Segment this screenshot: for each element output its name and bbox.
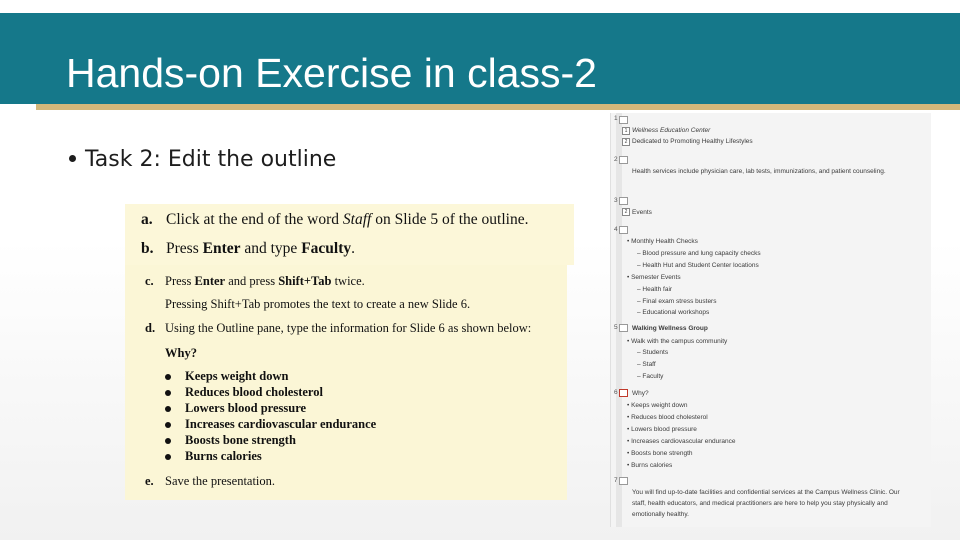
outline-subitem[interactable]: – Staff — [637, 361, 656, 368]
step-a-text-end: on Slide 5 of the outline. — [371, 211, 529, 228]
step-label: a. — [141, 211, 153, 228]
step-d-text: Using the Outline pane, type the information for Slide 6 as shown below: — [165, 321, 532, 335]
slide-title[interactable]: Walking Wellness Group — [632, 325, 708, 332]
outline-line[interactable]: Events — [632, 209, 652, 216]
list-item: Lowers blood pressure — [173, 401, 376, 417]
step-b-text-end: . — [351, 240, 356, 257]
step-c-text-end: twice. — [331, 274, 365, 288]
step-label: e. — [145, 474, 154, 488]
outline-bullet[interactable]: • Lowers blood pressure — [627, 426, 697, 433]
step-b-key: Enter — [202, 240, 241, 257]
slide-icon[interactable] — [619, 477, 628, 485]
step-a-em: Staff — [342, 211, 372, 228]
outline-line[interactable]: emotionally healthy. — [632, 511, 689, 518]
outline-gutter — [616, 113, 622, 527]
step-e-text: Save the presentation. — [165, 474, 276, 488]
level-marker: 2 — [622, 138, 630, 146]
step-b-text-mid: and type — [240, 240, 302, 257]
level-marker: 1 — [622, 127, 630, 135]
outline-line[interactable]: Health services include physician care, lab tests, immunizations, and patient counseling. — [632, 168, 886, 175]
outline-bullet[interactable]: • Increases cardiovascular endurance — [627, 438, 736, 445]
why-heading: Why? — [165, 346, 197, 360]
outline-bullet[interactable]: • Reduces blood cholesterol — [627, 414, 708, 421]
step-c-key2: Shift+Tab — [278, 274, 332, 288]
slide-title[interactable]: Why? — [632, 390, 649, 397]
outline-bullet[interactable]: • Boosts bone strength — [627, 450, 693, 457]
slide-number: 5 — [614, 324, 618, 331]
step-a-text: Click at the end of the word — [166, 211, 343, 228]
outline-pane[interactable] — [610, 113, 931, 527]
slide-number: 1 — [614, 115, 618, 122]
slide-icon[interactable] — [619, 226, 628, 234]
slide-number: 3 — [614, 197, 618, 204]
outline-line[interactable]: Wellness Education Center — [632, 127, 711, 134]
outline-bullet[interactable]: • Burns calories — [627, 462, 673, 469]
slide-icon[interactable] — [619, 197, 628, 205]
outline-subitem[interactable]: – Final exam stress busters — [637, 298, 717, 305]
slide-title: Hands-on Exercise in class-2 — [66, 50, 597, 96]
step-c-key1: Enter — [194, 274, 226, 288]
outline-line[interactable]: staff, health educators, and medical practitioners are here to help you stay physically and — [632, 500, 888, 507]
step-label: d. — [145, 321, 156, 335]
slide-icon[interactable] — [619, 389, 628, 397]
list-item: Keeps weight down — [173, 369, 376, 385]
bullet-dot-icon — [69, 155, 76, 162]
list-item: Increases cardiovascular endurance — [173, 417, 376, 433]
outline-subitem[interactable]: – Health fair — [637, 286, 673, 293]
outline-subitem[interactable]: – Health Hut and Student Center locations — [637, 262, 759, 269]
task-bullet — [69, 147, 336, 172]
why-list — [173, 369, 376, 465]
step-c-text: Press — [165, 274, 195, 288]
slide-number: 4 — [614, 226, 618, 233]
top-margin — [0, 0, 960, 13]
list-item: Reduces blood cholesterol — [173, 385, 376, 401]
slide-number: 2 — [614, 156, 618, 163]
title-accent-line — [36, 104, 960, 110]
step-b-text: Press — [166, 240, 203, 257]
outline-bullet[interactable]: • Keeps weight down — [627, 402, 688, 409]
step-label: b. — [141, 240, 154, 257]
step-b-word: Faculty — [301, 240, 352, 257]
level-marker: 2 — [622, 208, 630, 216]
slide-number: 6 — [614, 389, 618, 396]
step-c-text-mid: and press — [225, 274, 279, 288]
slide-number: 7 — [614, 477, 618, 484]
outline-bullet[interactable]: • Walk with the campus community — [627, 338, 728, 345]
step-c-note: Pressing Shift+Tab promotes the text to create a new Slide 6. — [165, 297, 471, 311]
step-label: c. — [145, 274, 154, 288]
slide-icon[interactable] — [619, 116, 628, 124]
outline-subitem[interactable]: – Educational workshops — [637, 309, 710, 316]
instructions-panel — [125, 204, 567, 500]
outline-subitem[interactable]: – Students — [637, 349, 669, 356]
slide-icon[interactable] — [619, 324, 628, 332]
outline-bullet[interactable]: • Semester Events — [627, 274, 681, 281]
outline-subitem[interactable]: – Blood pressure and lung capacity checks — [637, 250, 761, 257]
slide-icon[interactable] — [619, 156, 628, 164]
list-item: Burns calories — [173, 449, 376, 465]
outline-line[interactable]: You will find up-to-date facilities and confidential services at the Campus Wellness Clinic. Our — [632, 489, 900, 496]
outline-line[interactable]: Dedicated to Promoting Healthy Lifestyles — [632, 138, 753, 145]
list-item: Boosts bone strength — [173, 433, 376, 449]
task-text: Task 2: Edit the outline — [85, 147, 337, 172]
outline-bullet[interactable]: • Monthly Health Checks — [627, 238, 698, 245]
outline-subitem[interactable]: – Faculty — [637, 373, 664, 380]
